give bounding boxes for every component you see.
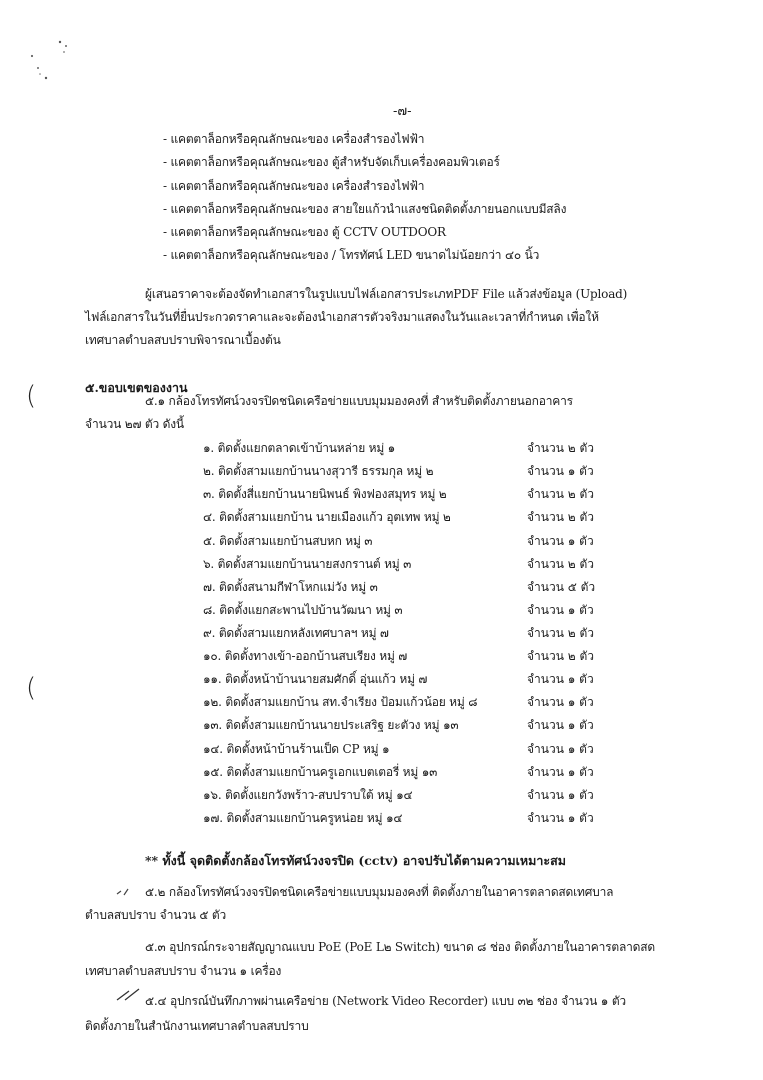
- item-line: ติดตั้งภายในสำนักงานเทศบาลตำบลสบปราบ: [85, 1019, 309, 1033]
- paragraph-line: เทศบาลตำบลสบปราบพิจารณาเบื้องต้น: [85, 333, 281, 347]
- install-location: ๙. ติดตั้งสามแยกหลังเทศบาลฯ หมู่ ๗: [203, 626, 389, 640]
- item-line: ๕.๒ กล้องโทรทัศน์วงจรปิดชนิดเครือข่ายแบบมุมมองคงที่ ติดตั้งภายในอาคารตลาดสดเทศบาล: [145, 885, 614, 899]
- install-location: ๑๒. ติดตั้งสามแยกบ้าน สท.จำเรียง ป้อมแก้วน้อย หมู่ ๘: [203, 695, 478, 709]
- item-line: เทศบาลตำบลสบปราบ จำนวน ๑ เครื่อง: [85, 964, 282, 978]
- install-quantity: จำนวน ๒ ตัว: [527, 487, 594, 501]
- install-location: ๒. ติดตั้งสามแยกบ้านนางสุวารี ธรรมกุล หมู่ ๒: [203, 464, 434, 478]
- pen-mark-icon: [116, 887, 130, 897]
- install-location: ๑๓. ติดตั้งสามแยกบ้านนายประเสริฐ ยะตัวง หมู่ ๑๓: [203, 718, 459, 732]
- install-quantity: จำนวน ๑ ตัว: [527, 672, 594, 686]
- install-location: ๑๖. ติดตั้งแยกวังพร้าว-สบปราบใต้ หมู่ ๑๔: [203, 788, 413, 802]
- install-quantity: จำนวน ๑ ตัว: [527, 788, 594, 802]
- item-line: ๕.๓ อุปกรณ์กระจายสัญญาณแบบ PoE (PoE L๒ Switch) ขนาด ๘ ช่อง ติดตั้งภายในอาคารตลาดสด: [145, 940, 655, 954]
- install-quantity: จำนวน ๑ ตัว: [527, 534, 594, 548]
- item-line: ๕.๑ กล้องโทรทัศน์วงจรปิดชนิดเครือข่ายแบบมุมมองคงที่ สำหรับติดตั้งภายนอกอาคาร: [145, 394, 573, 408]
- item-line: จำนวน ๒๗ ตัว ดังนี้: [85, 417, 184, 431]
- install-location: ๕. ติดตั้งสามแยกบ้านสบหก หมู่ ๓: [203, 534, 373, 548]
- install-quantity: จำนวน ๒ ตัว: [527, 649, 594, 663]
- install-quantity: จำนวน ๑ ตัว: [527, 742, 594, 756]
- install-location: ๑๐. ติดตั้งทางเข้า-ออกบ้านสบเรียง หมู่ ๗: [203, 649, 408, 663]
- install-location: ๔. ติดตั้งสามแยกบ้าน นายเมืองแก้ว อุตเทพ หมู่ ๒: [203, 510, 451, 524]
- section-heading: ๕.ขอบเขตของงาน: [85, 380, 188, 395]
- pen-checkmark-icon: [115, 988, 141, 1002]
- install-quantity: จำนวน ๑ ตัว: [527, 464, 594, 478]
- adjustment-note: ** ทั้งนี้ จุดติดตั้งกล้องโทรทัศน์วงจรปิด (cctv) อาจปรับได้ตามความเหมาะสม: [145, 853, 567, 868]
- install-quantity: จำนวน ๒ ตัว: [527, 441, 594, 455]
- install-quantity: จำนวน ๑ ตัว: [527, 603, 594, 617]
- install-location: ๖. ติดตั้งสามแยกบ้านนายสงกรานต์ หมู่ ๓: [203, 557, 412, 571]
- page-number: -๗-: [393, 104, 412, 119]
- install-quantity: จำนวน ๑ ตัว: [527, 765, 594, 779]
- install-location: ๓. ติดตั้งสี่แยกบ้านนายนิพนธ์ พิงฟองสมุทร หมู่ ๒: [203, 487, 447, 501]
- install-quantity: จำนวน ๒ ตัว: [527, 557, 594, 571]
- catalog-item: - แคตตาล็อกหรือคุณลักษณะของ เครื่องสำรองไฟฟ้า: [163, 179, 425, 193]
- install-location: ๑. ติดตั้งแยกตลาดเข้าบ้านหล่าย หมู่ ๑: [203, 441, 396, 455]
- item-line: ๕.๔ อุปกรณ์บันทึกภาพผ่านเครือข่าย (Network Video Recorder) แบบ ๓๒ ช่อง จำนวน ๑ ตัว: [145, 994, 626, 1008]
- install-location: ๑๗. ติดตั้งสามแยกบ้านครูหน่อย หมู่ ๑๔: [203, 811, 403, 825]
- item-line: ตำบลสบปราบ จำนวน ๕ ตัว: [85, 908, 227, 922]
- catalog-item: - แคตตาล็อกหรือคุณลักษณะของ สายใยแก้วนำแสงชนิดติดตั้งภายนอกแบบมีสลิง: [163, 202, 567, 216]
- install-quantity: จำนวน ๑ ตัว: [527, 718, 594, 732]
- catalog-item: - แคตตาล็อกหรือคุณลักษณะของ / โทรทัศน์ LED ขนาดไม่น้อยกว่า ๔๐ นิ้ว: [163, 248, 540, 262]
- install-quantity: จำนวน ๒ ตัว: [527, 626, 594, 640]
- paragraph-line: ไฟล์เอกสารในวันที่ยื่นประกวดราคาและจะต้องนำเอกสารตัวจริงมาแสดงในวันและเวลาที่กำหนด เพื่อให้: [85, 310, 599, 324]
- catalog-item: - แคตตาล็อกหรือคุณลักษณะของ ตู้สำหรับจัดเก็บเครื่องคอมพิวเตอร์: [163, 155, 500, 169]
- install-quantity: จำนวน ๕ ตัว: [527, 580, 596, 594]
- install-location: ๑๔. ติดตั้งหน้าบ้านร้านเป็ด CP หมู่ ๑: [203, 742, 390, 756]
- punch-hole-mark: (: [26, 673, 37, 703]
- install-location: ๑๑. ติดตั้งหน้าบ้านนายสมศักดิ์ อุ่นแก้ว หมู่ ๗: [203, 672, 428, 686]
- catalog-item: - แคตตาล็อกหรือคุณลักษณะของ ตู้ CCTV OUTDOOR: [163, 225, 446, 239]
- install-location: ๘. ติดตั้งแยกสะพานไปบ้านวัฒนา หมู่ ๓: [203, 603, 403, 617]
- install-quantity: จำนวน ๒ ตัว: [527, 510, 594, 524]
- install-quantity: จำนวน ๑ ตัว: [527, 811, 594, 825]
- paragraph-line: ผู้เสนอราคาจะต้องจัดทำเอกสารในรูปแบบไฟล์เอกสารประเภทPDF File แล้วส่งข้อมูล (Upload): [145, 287, 628, 301]
- catalog-item: - แคตตาล็อกหรือคุณลักษณะของ เครื่องสำรองไฟฟ้า: [163, 132, 425, 146]
- punch-hole-mark: (: [26, 381, 37, 411]
- install-quantity: จำนวน ๑ ตัว: [527, 695, 594, 709]
- install-location: ๑๕. ติดตั้งสามแยกบ้านครูเอกแบตเตอรี่ หมู่ ๑๓: [203, 765, 438, 779]
- scan-specks: [24, 38, 84, 88]
- install-location: ๗. ติดตั้งสนามกีฬาโหกแม่วัง หมู่ ๓: [203, 580, 378, 594]
